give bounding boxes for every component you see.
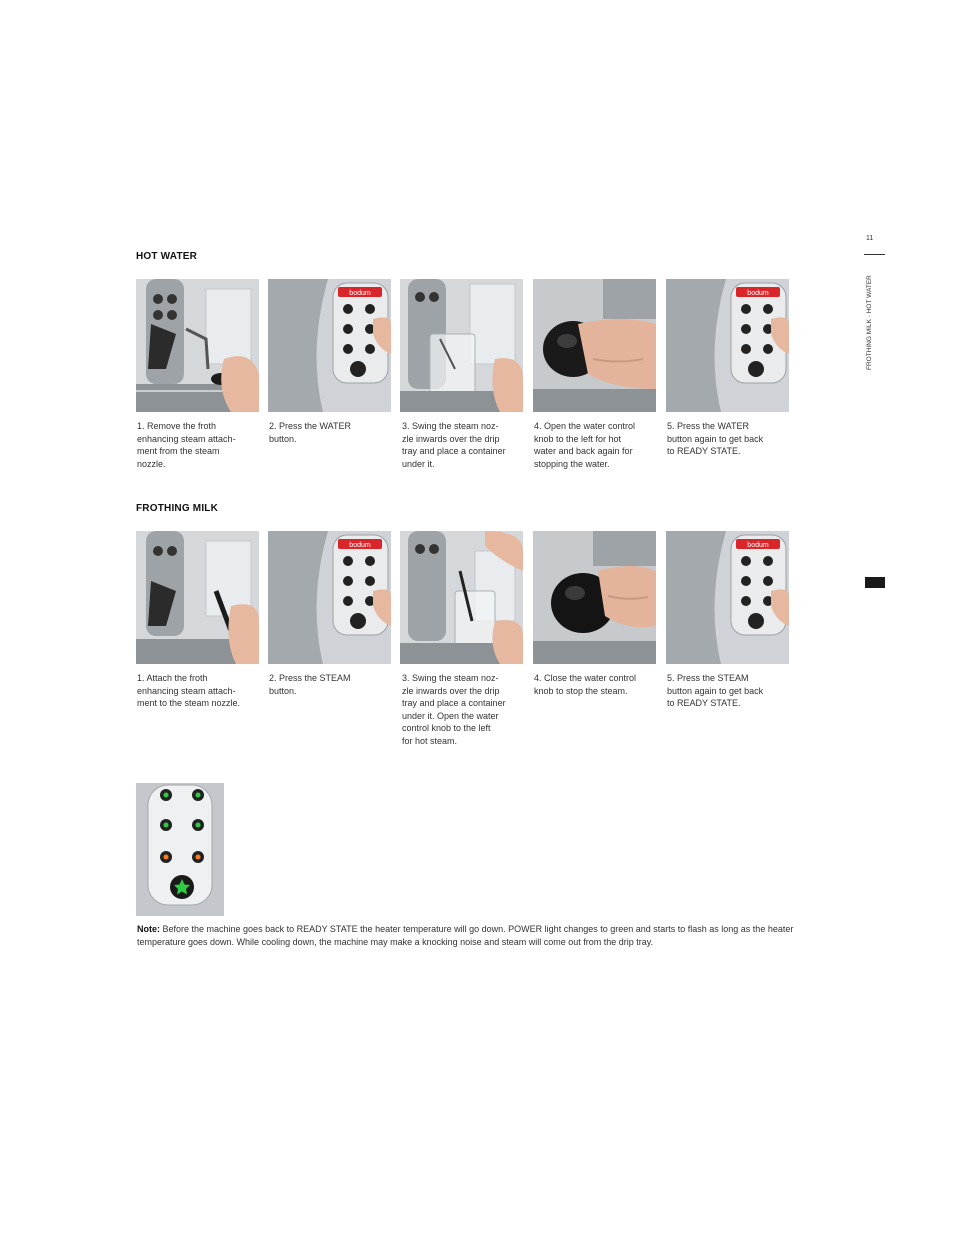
svg-text:bodum: bodum <box>349 290 371 297</box>
frothing-milk-step-1-photo <box>136 531 259 664</box>
frothing-milk-step-3-photo <box>400 531 523 664</box>
hot-water-heading: HOT WATER <box>136 251 198 262</box>
hot-water-step-2-caption: 2. Press the WATER button. <box>269 421 352 444</box>
svg-text:bodum: bodum <box>349 542 371 549</box>
frothing-milk-step-4-photo <box>533 531 656 664</box>
frothing-milk-step-5-photo <box>666 531 789 664</box>
hot-water-step-5-caption: 5. Press the WATER button again to get back to READY STATE. <box>667 421 764 456</box>
control-panel-photo <box>136 783 224 916</box>
hot-water-step-5-photo <box>666 279 789 412</box>
frothing-milk-step-4-caption: 4. Close the water control knob to stop the steam. <box>534 673 637 696</box>
page-number: 11 <box>866 235 874 242</box>
frothing-milk-photo-row <box>136 531 796 671</box>
frothing-milk-step-2-caption: 2. Press the STEAM button. <box>269 673 351 696</box>
note-text: Before the machine goes back to READY STATE the heater temperature will go down. POWER light changes to green and starts to flash as long as the heater temperature goes down. While cooling down, the machine may make a knocking noise and steam will come out from the drip tray. <box>137 924 794 947</box>
section-tab-marker <box>865 577 885 588</box>
hot-water-step-1-caption: 1. Remove the froth enhancing steam attach- ment from the steam nozzle. <box>137 421 236 469</box>
frothing-milk-step-5-caption: 5. Press the STEAM button again to get back to READY STATE. <box>667 673 764 708</box>
header-rule <box>864 254 885 255</box>
hot-water-step-1-photo <box>136 279 259 412</box>
hot-water-step-2-photo <box>268 279 391 412</box>
frothing-milk-heading: FROTHING MILK <box>136 503 219 514</box>
svg-text:bodum: bodum <box>747 290 769 297</box>
hot-water-step-3-photo <box>400 279 523 412</box>
running-header: FROTHING MILK · HOT WATER <box>866 275 873 370</box>
hot-water-step-4-caption: 4. Open the water control knob to the left for hot water and back again for stopping the water. <box>534 421 636 469</box>
frothing-milk-step-2-photo <box>268 531 391 664</box>
hot-water-photo-row <box>136 279 796 419</box>
note-label: Note: <box>137 924 160 934</box>
frothing-milk-step-1-caption: 1. Attach the froth enhancing steam attach- ment to the steam nozzle. <box>137 673 241 708</box>
svg-text:bodum: bodum <box>747 542 769 549</box>
frothing-milk-step-3-caption: 3. Swing the steam noz- zle inwards over the drip tray and place a container under it. Open the water control knob to the left for hot steam. <box>402 673 506 746</box>
note-paragraph <box>137 923 797 948</box>
hot-water-step-4-photo <box>533 279 656 412</box>
hot-water-step-3-caption: 3. Swing the steam noz- zle inwards over the drip tray and place a container under it. <box>402 421 506 469</box>
